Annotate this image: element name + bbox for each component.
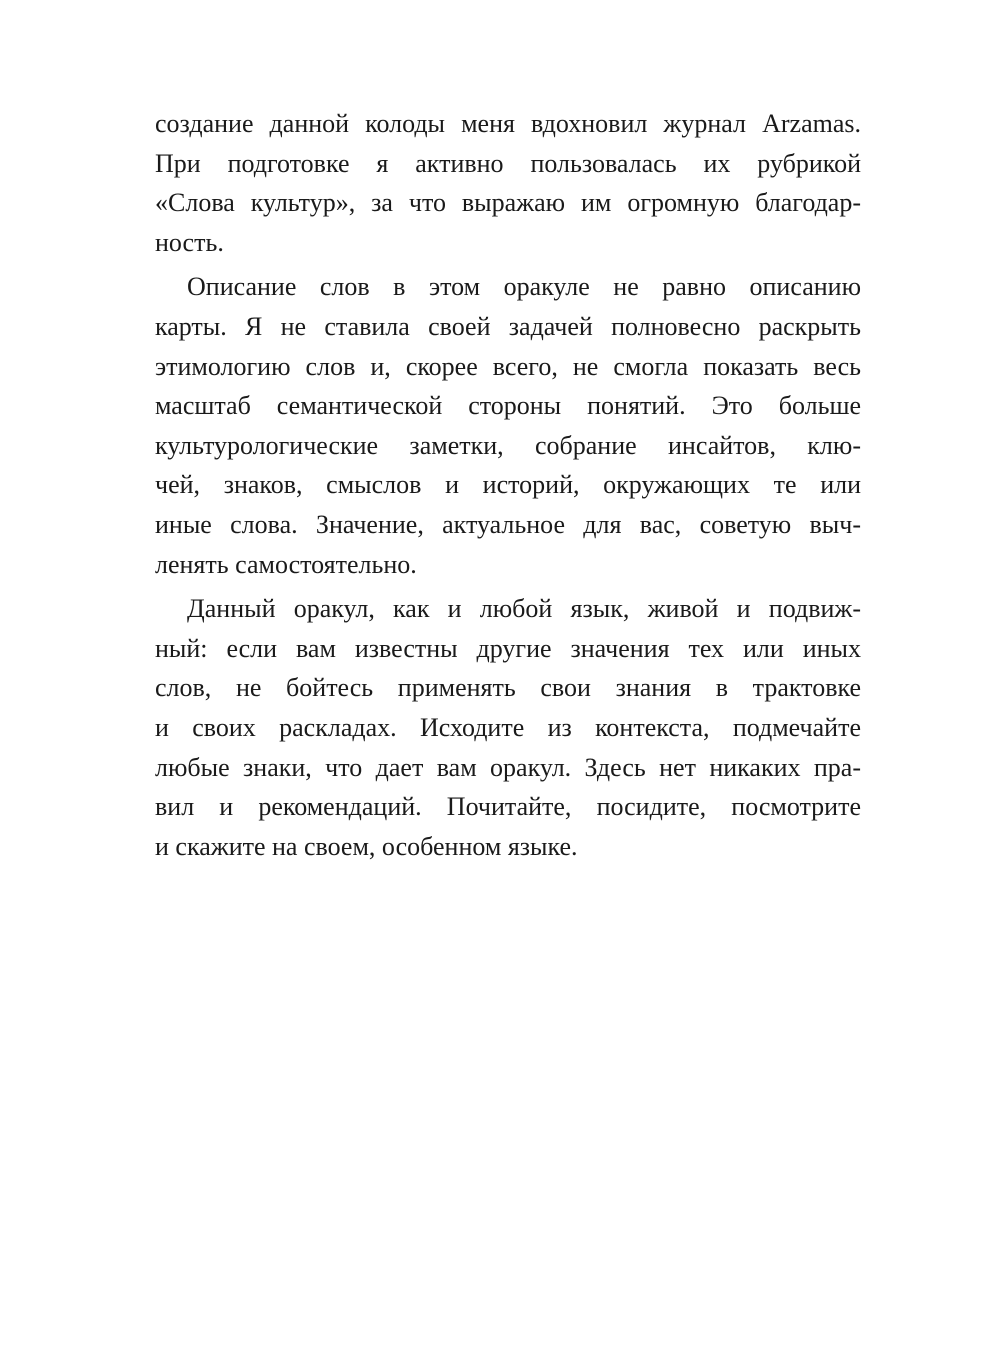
body-text — [155, 104, 861, 866]
text-line: культурологические заметки, собрание инсайтов, клю- — [155, 430, 861, 460]
text-line: и своих раскладах. Исходите из контекста, подмечайте — [155, 712, 861, 742]
text-line: Описание слов в этом оракуле не равно описанию — [187, 272, 861, 302]
text-line: чей, знаков, смыслов и историй, окружающих те или — [155, 470, 861, 500]
text-line: масштаб семантической стороны понятий. Это больше — [155, 391, 861, 421]
paragraph-2 — [155, 267, 861, 584]
text-line: Данный оракул, как и любой язык, живой и подвиж- — [187, 594, 861, 624]
text-line: любые знаки, что дает вам оракул. Здесь нет никаких пра- — [155, 752, 861, 782]
text-line: и скажите на своем, особенном языке. — [155, 831, 578, 861]
text-line: вил и рекомендаций. Почитайте, посидите, посмотрите — [155, 792, 861, 822]
text-line: слов, не бойтесь применять свои знания в трактовке — [155, 673, 861, 703]
text-line: ленять самостоятельно. — [155, 549, 417, 579]
text-line: иные слова. Значение, актуальное для вас, советую выч- — [155, 509, 861, 539]
text-line: создание данной колоды меня вдохновил журнал Arzamas. — [155, 109, 861, 138]
text-line: ный: если вам известны другие значения тех или иных — [155, 633, 861, 663]
text-line: ность. — [155, 227, 224, 257]
text-line: карты. Я не ставила своей задачей полновесно раскрыть — [155, 311, 861, 341]
text-line: этимологию слов и, скорее всего, не смогла показать весь — [155, 351, 861, 381]
text-line: «Слова культур», за что выражаю им огромную благодар- — [155, 188, 861, 218]
text-line: При подготовке я активно пользовалась их рубрикой — [155, 148, 861, 178]
paragraph-3 — [155, 589, 861, 866]
paragraph-1 — [155, 104, 861, 262]
